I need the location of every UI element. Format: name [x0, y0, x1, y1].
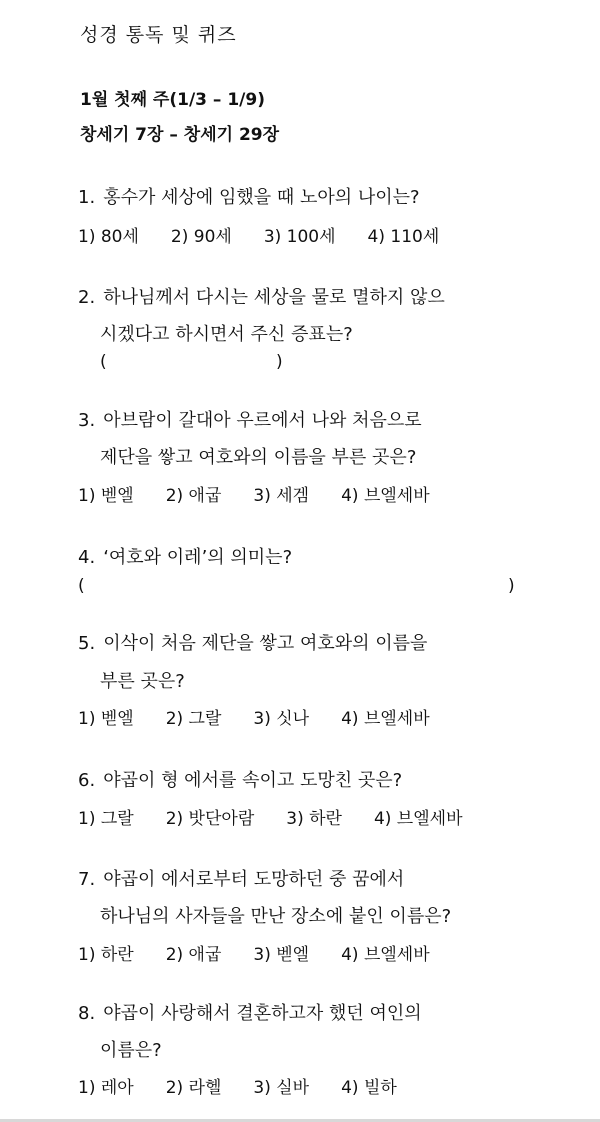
answer-blank-close: )	[276, 352, 283, 372]
question-number: 2.	[78, 287, 96, 308]
option: 2) 90세	[170, 227, 232, 247]
option: 4) 110세	[367, 227, 440, 247]
question-3	[78, 406, 422, 432]
reading-range: 창세기 7장 – 창세기 29장	[80, 125, 280, 145]
question-6	[78, 766, 402, 792]
question-2-continued: 시겠다고 하시면서 주신 증표는?	[100, 324, 353, 345]
answer-blank-close: )	[508, 576, 515, 596]
question-number: 5.	[78, 633, 96, 654]
option: 2) 애굽	[165, 486, 222, 506]
option: 1) 레아	[78, 1078, 134, 1098]
option: 3) 벧엘	[253, 945, 310, 965]
question-3-options	[78, 481, 462, 506]
option: 4) 브엘세바	[341, 945, 430, 965]
question-2	[78, 283, 445, 309]
question-1	[78, 183, 420, 209]
question-text: 야곱이 사랑해서 결혼하고자 했던 여인의	[103, 1003, 422, 1024]
question-5-options	[78, 704, 462, 729]
option: 1) 80세	[78, 227, 139, 247]
question-text: 이삭이 처음 제단을 쌓고 여호와의 이름을	[103, 633, 428, 654]
question-number: 8.	[78, 1003, 96, 1024]
question-8-options	[78, 1073, 429, 1098]
option: 4) 브엘세바	[341, 486, 430, 506]
option: 1) 벧엘	[78, 709, 134, 729]
answer-blank-open: (	[78, 576, 85, 596]
question-text: 야곱이 형 에서를 속이고 도망친 곳은?	[103, 770, 403, 791]
question-5-continued: 부른 곳은?	[100, 671, 185, 692]
question-7	[78, 865, 404, 891]
question-text: 홍수가 세상에 임했을 때 노아의 나이는?	[103, 187, 420, 208]
option: 3) 하란	[286, 809, 342, 829]
option: 2) 라헬	[165, 1078, 222, 1098]
question-3-continued: 제단을 쌓고 여호와의 이름을 부른 곳은?	[100, 447, 417, 468]
option: 3) 실바	[253, 1078, 310, 1098]
question-number: 1.	[78, 187, 96, 208]
option: 1) 벧엘	[78, 486, 134, 506]
answer-blank-open: (	[100, 352, 107, 372]
question-5	[78, 629, 427, 655]
week-heading: 1월 첫째 주(1/3 – 1/9)	[80, 90, 265, 110]
option: 4) 브엘세바	[373, 809, 463, 829]
question-8	[78, 999, 422, 1025]
option: 2) 애굽	[165, 945, 222, 965]
option: 3) 세겜	[253, 486, 310, 506]
question-7-continued: 하나님의 사자들을 만난 장소에 붙인 이름은?	[100, 906, 452, 927]
option: 3) 싯나	[253, 709, 310, 729]
question-8-continued: 이름은?	[100, 1040, 162, 1061]
question-text: 아브람이 갈대아 우르에서 나와 처음으로	[103, 410, 422, 431]
question-1-options	[78, 222, 471, 247]
option: 1) 하란	[78, 945, 134, 965]
option: 3) 100세	[263, 227, 336, 247]
question-text: 하나님께서 다시는 세상을 물로 멸하지 않으	[103, 287, 445, 308]
question-number: 6.	[78, 770, 96, 791]
question-number: 3.	[78, 410, 96, 431]
option: 4) 브엘세바	[341, 709, 430, 729]
option: 2) 밧단아람	[165, 809, 255, 829]
question-number: 7.	[78, 869, 96, 890]
option: 2) 그랄	[165, 709, 222, 729]
option: 4) 빌하	[341, 1078, 397, 1098]
question-6-options	[78, 804, 495, 829]
question-text: 야곱이 에서로부터 도망하던 중 꿈에서	[103, 869, 405, 890]
option: 1) 그랄	[78, 809, 134, 829]
question-number: 4.	[78, 547, 96, 568]
question-text: ‘여호와 이레’의 의미는?	[103, 547, 293, 568]
page-title: 성경 통독 및 퀴즈	[80, 24, 237, 46]
question-4	[78, 543, 292, 569]
question-7-options	[78, 940, 462, 965]
